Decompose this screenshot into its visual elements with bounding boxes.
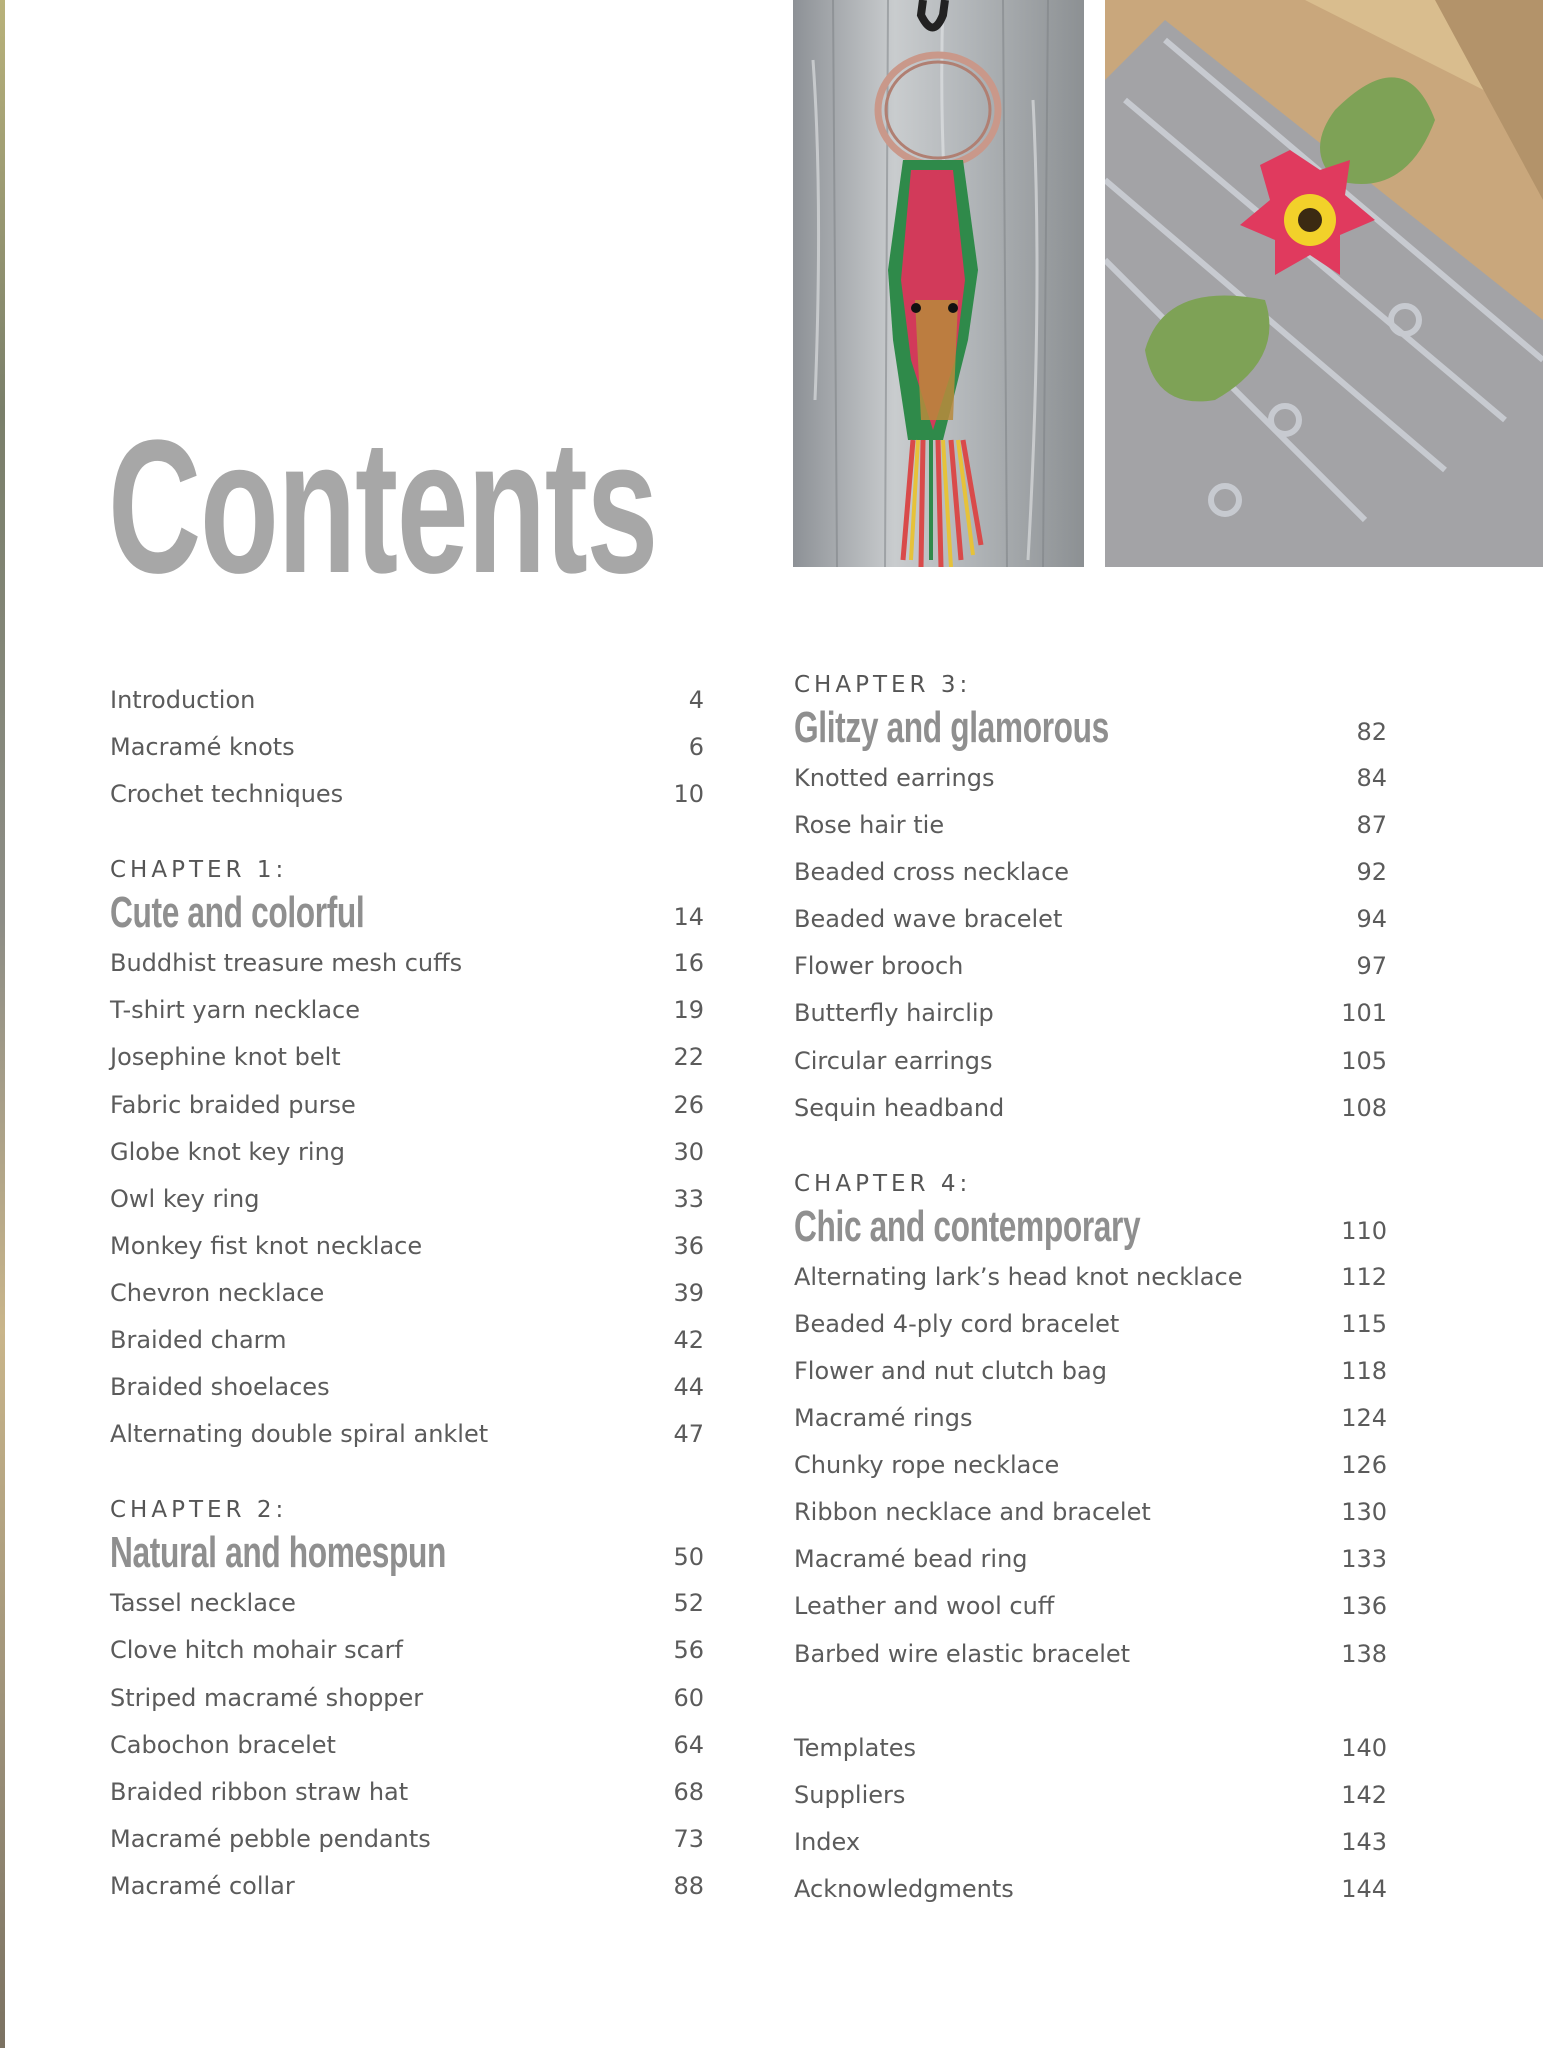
toc-page-number: 42 xyxy=(673,1326,704,1355)
contents-left-column xyxy=(110,676,704,1909)
toc-label: Acknowledgments xyxy=(794,1874,1014,1903)
keyring-illustration xyxy=(793,0,1084,567)
toc-row[interactable] xyxy=(794,1771,1387,1818)
toc-page-number: 112 xyxy=(1341,1262,1387,1291)
toc-page-number: 92 xyxy=(1356,858,1387,887)
toc-page-number: 87 xyxy=(1356,811,1387,840)
toc-page-number: 88 xyxy=(673,1871,704,1900)
toc-row[interactable] xyxy=(794,1818,1387,1865)
toc-row[interactable] xyxy=(110,1175,704,1222)
toc-page-number: 118 xyxy=(1341,1356,1387,1385)
toc-row[interactable] xyxy=(110,1363,704,1410)
toc-page-number: 136 xyxy=(1341,1592,1387,1621)
toc-label: Clove hitch mohair scarf xyxy=(110,1636,403,1665)
chapter-heading-row[interactable] xyxy=(110,1527,704,1579)
toc-row[interactable] xyxy=(110,770,704,817)
toc-label: Braided ribbon straw hat xyxy=(110,1777,409,1806)
toc-label: Macramé bead ring xyxy=(794,1545,1028,1574)
toc-row[interactable] xyxy=(794,1084,1387,1131)
toc-label: Buddhist treasure mesh cuffs xyxy=(110,949,463,978)
toc-label: Leather and wool cuff xyxy=(794,1592,1055,1621)
toc-row[interactable] xyxy=(110,1721,704,1768)
chapter-title: Glitzy and glamorous xyxy=(794,703,1109,752)
toc-label: Flower and nut clutch bag xyxy=(794,1356,1107,1385)
toc-page-number: 143 xyxy=(1341,1827,1387,1856)
toc-row[interactable] xyxy=(110,1410,704,1457)
toc-row[interactable] xyxy=(110,1674,704,1721)
toc-row[interactable] xyxy=(794,1724,1387,1771)
toc-row[interactable] xyxy=(794,1441,1387,1488)
toc-row[interactable] xyxy=(110,986,704,1033)
toc-page-number: 73 xyxy=(673,1824,704,1853)
toc-page-number: 39 xyxy=(673,1278,704,1307)
toc-label: Braided charm xyxy=(110,1326,287,1355)
toc-page-number: 47 xyxy=(673,1420,704,1449)
toc-label: Introduction xyxy=(110,686,256,714)
toc-page-number: 105 xyxy=(1341,1046,1387,1075)
toc-page-number: 138 xyxy=(1341,1639,1387,1668)
toc-page-number: 26 xyxy=(673,1090,704,1119)
toc-page-number: 142 xyxy=(1341,1780,1387,1809)
toc-page-number: 115 xyxy=(1341,1309,1387,1338)
toc-page-number: 33 xyxy=(673,1184,704,1213)
toc-page-number: 16 xyxy=(673,949,704,978)
toc-page-number: 68 xyxy=(673,1777,704,1806)
toc-row[interactable] xyxy=(110,939,704,986)
toc-label: Beaded cross necklace xyxy=(794,858,1070,887)
chapter-heading-row[interactable] xyxy=(794,1201,1387,1253)
toc-label: Beaded wave bracelet xyxy=(794,905,1063,934)
toc-row[interactable] xyxy=(794,1630,1387,1677)
toc-label: Fabric braided purse xyxy=(110,1090,356,1119)
toc-label: Flower brooch xyxy=(794,952,964,981)
toc-page-number: 140 xyxy=(1341,1733,1387,1762)
toc-page-number: 4 xyxy=(688,686,704,714)
toc-page-number: 94 xyxy=(1356,905,1387,934)
toc-row[interactable] xyxy=(110,1033,704,1080)
toc-page-number: 22 xyxy=(673,1043,704,1072)
chapter-heading-row[interactable] xyxy=(794,702,1387,754)
section-spacer xyxy=(794,1677,1387,1724)
toc-label: Cabochon bracelet xyxy=(110,1730,336,1759)
toc-row[interactable] xyxy=(110,676,704,723)
toc-page-number: 126 xyxy=(1341,1451,1387,1480)
toc-row[interactable] xyxy=(110,1862,704,1909)
toc-label: Striped macramé shopper xyxy=(110,1683,424,1712)
toc-row[interactable] xyxy=(794,754,1387,801)
toc-label: Chevron necklace xyxy=(110,1278,325,1307)
toc-page-number: 60 xyxy=(673,1683,704,1712)
toc-row[interactable] xyxy=(794,1865,1387,1912)
page-edge-strip xyxy=(0,0,5,2048)
chapter-title: Chic and contemporary xyxy=(794,1201,1141,1251)
toc-label: Rose hair tie xyxy=(794,811,945,840)
toc-label: Circular earrings xyxy=(794,1046,993,1075)
toc-row[interactable] xyxy=(794,848,1387,895)
toc-row[interactable] xyxy=(110,1815,704,1862)
toc-page-number: 6 xyxy=(688,733,704,762)
toc-page-number: 36 xyxy=(673,1231,704,1260)
toc-row[interactable] xyxy=(110,1626,704,1673)
toc-row[interactable] xyxy=(794,1253,1387,1300)
toc-label: T-shirt yarn necklace xyxy=(110,996,361,1025)
toc-label: Globe knot key ring xyxy=(110,1137,346,1166)
toc-page-number: 108 xyxy=(1341,1093,1387,1122)
chapter-label: CHAPTER 1: xyxy=(110,857,288,884)
toc-row[interactable] xyxy=(794,1300,1387,1347)
toc-label: Knotted earrings xyxy=(794,764,995,792)
toc-page-number: 44 xyxy=(673,1373,704,1402)
chapter-heading-row[interactable] xyxy=(110,887,704,939)
toc-page-number: 50 xyxy=(673,1543,704,1572)
toc-page-number: 64 xyxy=(673,1730,704,1759)
toc-page-number: 144 xyxy=(1341,1874,1387,1903)
chapter-label: CHAPTER 3: xyxy=(794,672,972,698)
toc-row[interactable] xyxy=(110,1316,704,1363)
toc-label: Templates xyxy=(794,1733,917,1762)
toc-page-number: 84 xyxy=(1356,764,1387,792)
toc-label: Barbed wire elastic bracelet xyxy=(794,1639,1131,1668)
chapter-label: CHAPTER 4: xyxy=(794,1170,972,1197)
toc-page-number: 30 xyxy=(673,1137,704,1166)
toc-row[interactable] xyxy=(794,1347,1387,1394)
toc-row[interactable] xyxy=(794,1535,1387,1582)
toc-label: Suppliers xyxy=(794,1780,906,1809)
toc-row[interactable] xyxy=(110,723,704,770)
toc-page-number: 82 xyxy=(1356,718,1387,746)
toc-label: Chunky rope necklace xyxy=(794,1451,1060,1480)
toc-row[interactable] xyxy=(110,1128,704,1175)
toc-page-number: 56 xyxy=(673,1636,704,1665)
toc-row[interactable] xyxy=(794,801,1387,848)
chapter-label: CHAPTER 2: xyxy=(110,1497,288,1524)
toc-row[interactable] xyxy=(794,1394,1387,1441)
toc-label: Alternating lark’s head knot necklace xyxy=(794,1262,1243,1291)
toc-page-number: 10 xyxy=(673,780,704,809)
toc-row[interactable] xyxy=(110,1579,704,1626)
toc-label: Ribbon necklace and bracelet xyxy=(794,1498,1151,1527)
toc-label: Crochet techniques xyxy=(110,780,344,809)
toc-row[interactable] xyxy=(794,1582,1387,1629)
toc-page-number: 19 xyxy=(673,996,704,1025)
toc-label: Braided shoelaces xyxy=(110,1373,330,1402)
toc-page-number: 130 xyxy=(1341,1498,1387,1527)
toc-label: Josephine knot belt xyxy=(110,1043,341,1072)
toc-row[interactable] xyxy=(794,942,1387,989)
toc-label: Index xyxy=(794,1827,861,1856)
contents-right-column xyxy=(794,668,1387,1912)
toc-row[interactable] xyxy=(794,989,1387,1036)
crochet-flower-illustration xyxy=(1105,0,1543,567)
toc-page-number: 101 xyxy=(1341,999,1387,1028)
toc-row[interactable] xyxy=(794,1037,1387,1084)
toc-row[interactable] xyxy=(794,895,1387,942)
toc-row[interactable] xyxy=(110,1222,704,1269)
toc-label: Butterfly hairclip xyxy=(794,999,994,1028)
toc-row[interactable] xyxy=(794,1488,1387,1535)
toc-label: Alternating double spiral anklet xyxy=(110,1420,489,1449)
toc-label: Monkey fist knot necklace xyxy=(110,1231,423,1260)
toc-label: Beaded 4-ply cord bracelet xyxy=(794,1309,1120,1338)
toc-label: Owl key ring xyxy=(110,1184,260,1213)
keyring-photo xyxy=(793,0,1084,567)
toc-row[interactable] xyxy=(110,1768,704,1815)
toc-label: Macramé knots xyxy=(110,733,295,762)
toc-page-number: 52 xyxy=(673,1589,704,1618)
toc-row[interactable] xyxy=(110,1081,704,1128)
toc-page-number: 110 xyxy=(1341,1216,1387,1245)
toc-label: Macramé collar xyxy=(110,1871,295,1900)
toc-row[interactable] xyxy=(110,1269,704,1316)
toc-label: Macramé pebble pendants xyxy=(110,1824,431,1853)
chapter-title: Cute and colorful xyxy=(110,888,365,938)
toc-page-number: 14 xyxy=(673,903,704,932)
toc-label: Tassel necklace xyxy=(110,1589,296,1618)
toc-label: Macramé rings xyxy=(794,1404,973,1433)
toc-page-number: 133 xyxy=(1341,1545,1387,1574)
page-title: Contents xyxy=(108,401,657,613)
chapter-title: Natural and homespun xyxy=(110,1528,447,1578)
toc-page-number: 97 xyxy=(1356,952,1387,981)
crochet-flower-photo xyxy=(1105,0,1543,567)
toc-label: Sequin headband xyxy=(794,1093,1005,1122)
toc-page-number: 124 xyxy=(1341,1404,1387,1433)
